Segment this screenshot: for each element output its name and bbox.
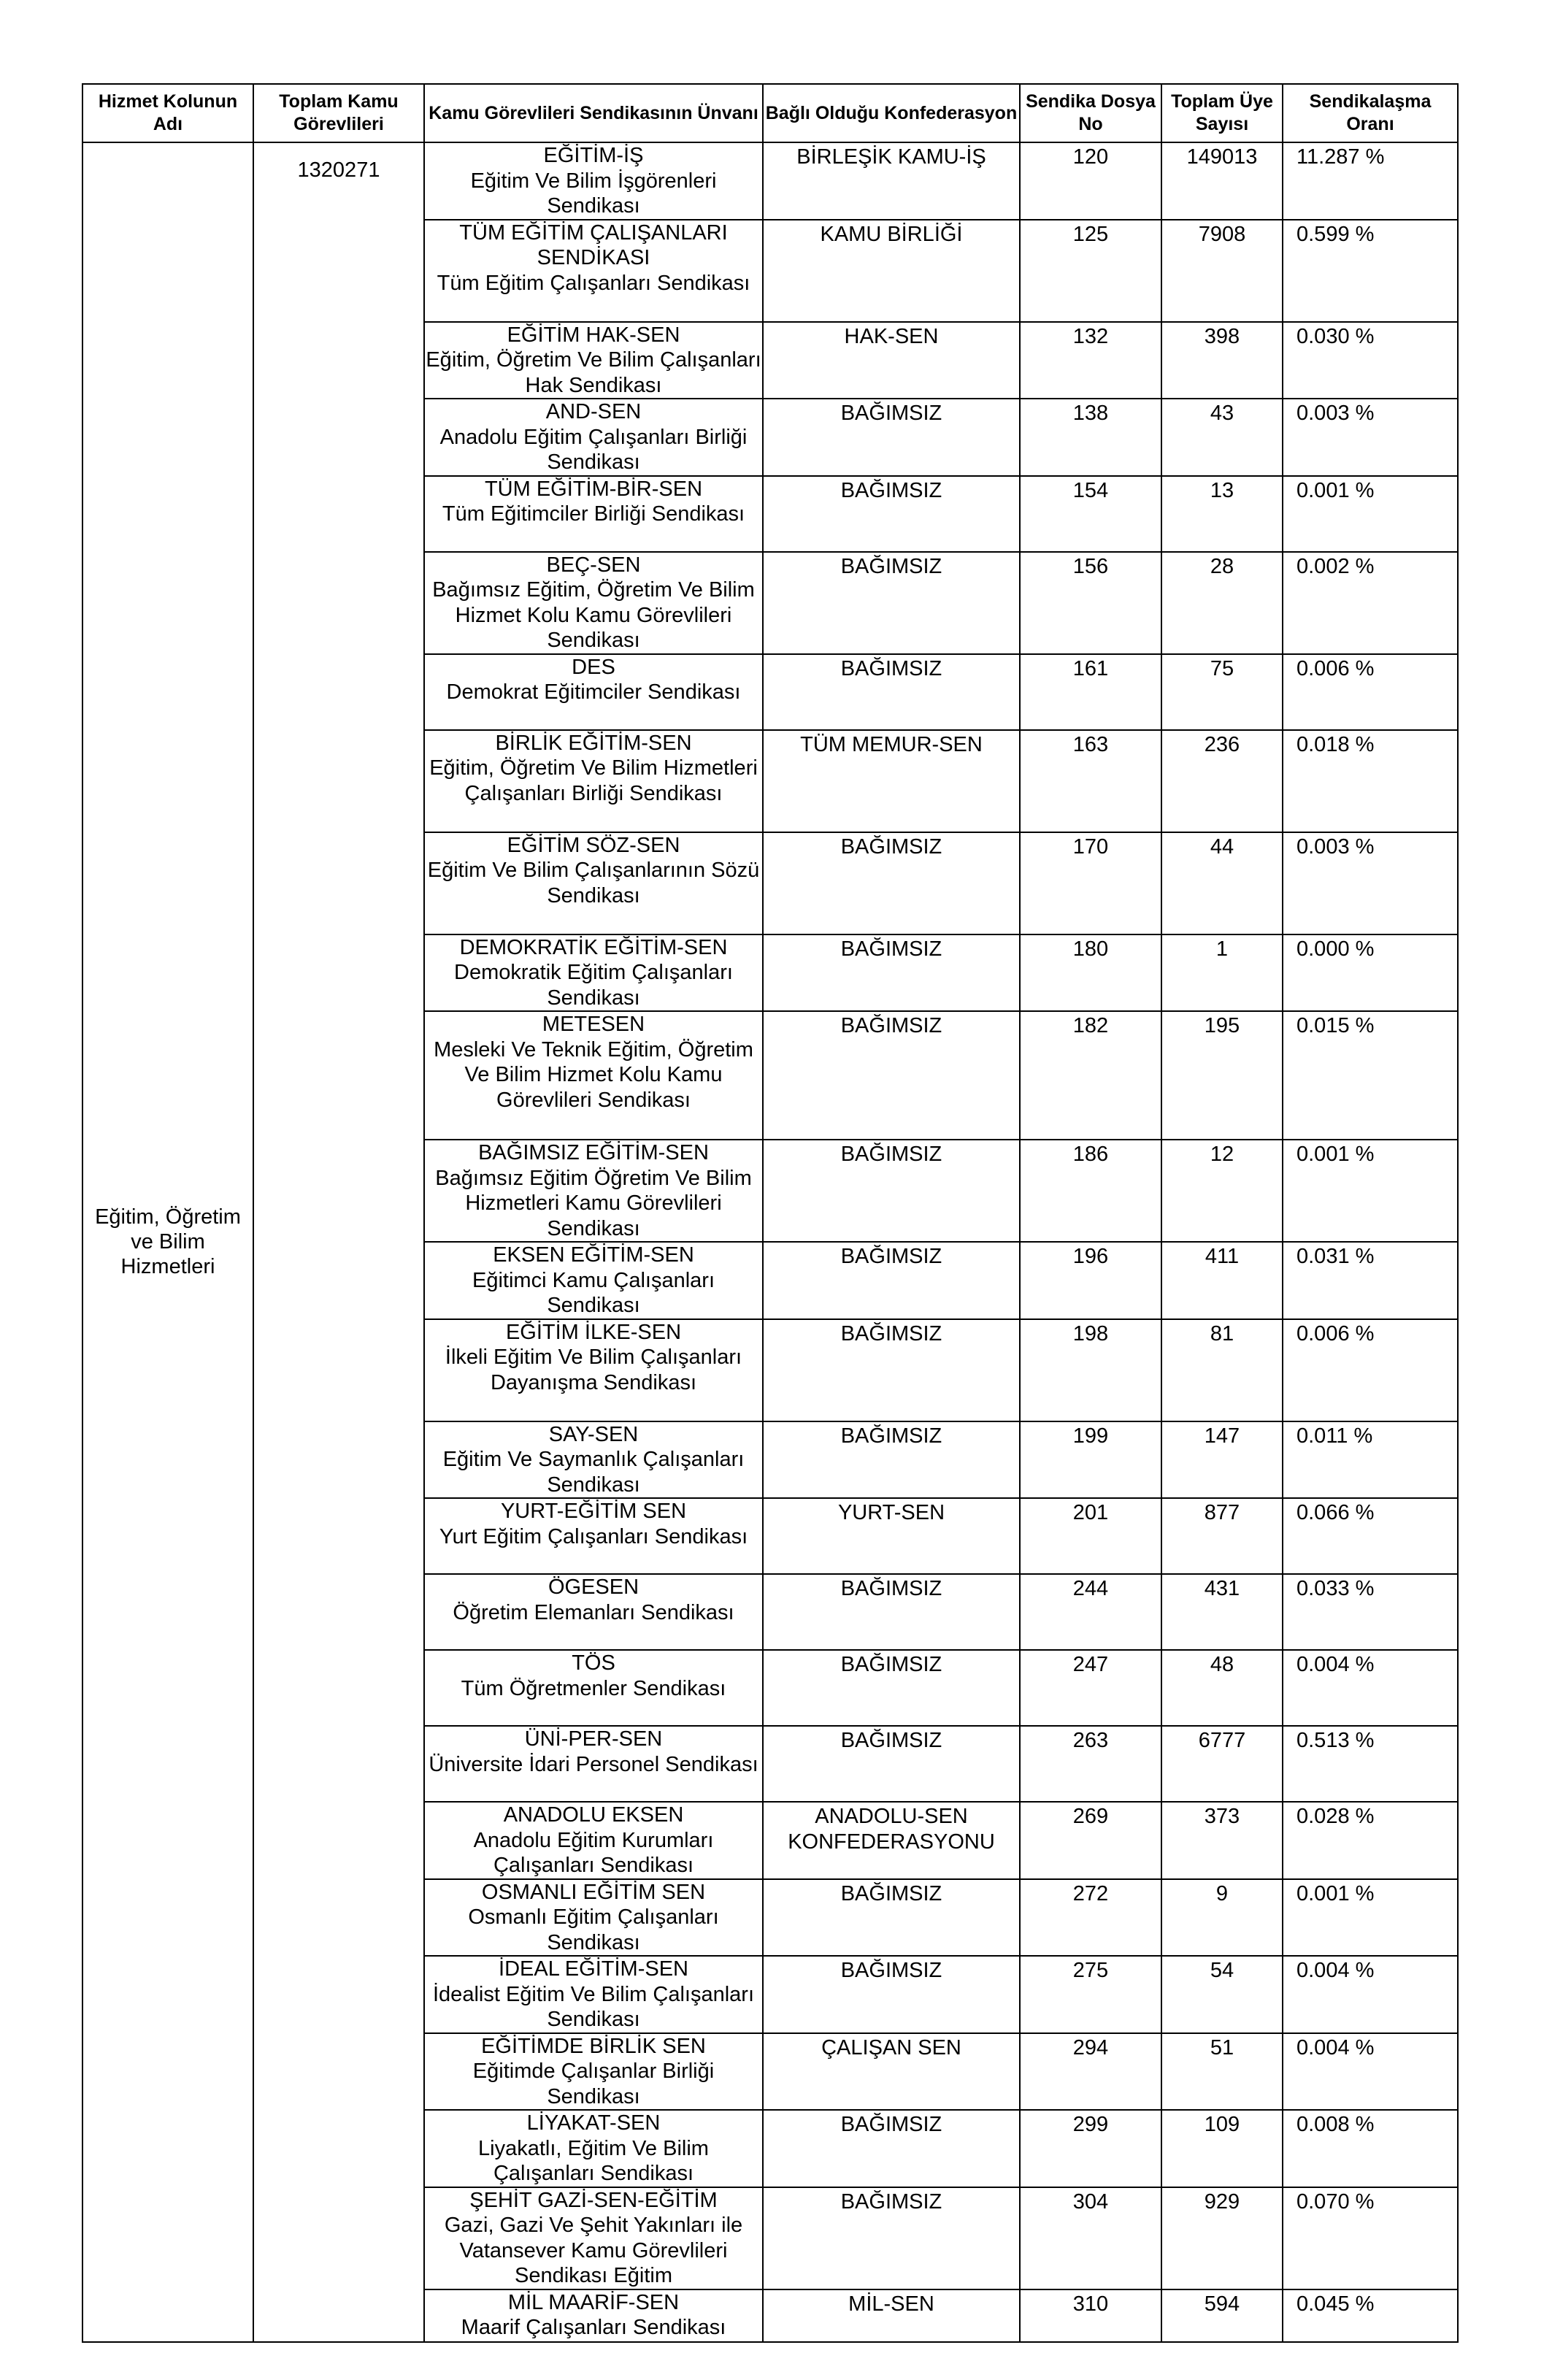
member-count-cell: 12: [1161, 1140, 1283, 1242]
file-no-cell: 170: [1020, 832, 1161, 934]
union-abbreviation: TÜM EĞİTİM ÇALIŞANLARI SENDİKASI: [459, 220, 728, 269]
unionization-rate-cell: 11.287 %: [1283, 142, 1458, 220]
union-full-name: Bağımsız Eğitim Öğretim Ve Bilim Hizmetleri Kamu Görevlileri Sendikası: [435, 1166, 752, 1240]
file-no-cell: 180: [1020, 934, 1161, 1012]
confederation-cell: ANADOLU-SEN KONFEDERASYONU: [763, 1802, 1020, 1879]
confederation-cell: KAMU BİRLİĞİ: [763, 220, 1020, 322]
union-abbreviation: MİL MAARİF-SEN: [507, 2290, 680, 2314]
member-count-cell: 236: [1161, 730, 1283, 832]
file-no-cell: 132: [1020, 322, 1161, 399]
total-servants-cell: 1320271: [253, 142, 424, 2342]
confederation-cell: BAĞIMSIZ: [763, 1319, 1020, 1421]
confederation-cell: BİRLEŞİK KAMU-İŞ: [763, 142, 1020, 220]
union-title-cell: [424, 1802, 763, 1879]
confederation-cell: BAĞIMSIZ: [763, 832, 1020, 934]
union-full-name: Mesleki Ve Teknik Eğitim, Öğretim Ve Bilim Hizmet Kolu Kamu Görevlileri Sendikası: [434, 1037, 753, 1112]
unionization-rate-cell: 0.004 %: [1283, 2033, 1458, 2111]
file-no-cell: 247: [1020, 1650, 1161, 1726]
union-title-cell: [424, 1140, 763, 1242]
member-count-cell: 7908: [1161, 220, 1283, 322]
union-full-name: Eğitim Ve Saymanlık Çalışanları Sendikası: [442, 1448, 745, 1497]
union-full-name: Maarif Çalışanları Sendikası: [461, 2316, 726, 2339]
union-abbreviation: İDEAL EĞİTİM-SEN: [499, 1957, 688, 1981]
confederation-cell: BAĞIMSIZ: [763, 654, 1020, 730]
file-no-cell: 163: [1020, 730, 1161, 832]
union-abbreviation: OSMANLI EĞİTİM SEN: [481, 1880, 706, 1904]
unionization-rate-cell: 0.070 %: [1283, 2187, 1458, 2289]
unionization-rate-cell: 0.033 %: [1283, 1574, 1458, 1650]
union-full-name: Bağımsız Eğitim, Öğretim Ve Bilim Hizmet Kolu Kamu Görevlileri Sendikası: [432, 578, 755, 652]
union-abbreviation: EĞİTİM İLKE-SEN: [505, 1320, 682, 1344]
file-no-cell: 310: [1020, 2289, 1161, 2342]
unionization-rate-cell: 0.001 %: [1283, 1140, 1458, 1242]
union-title-cell: [424, 1421, 763, 1499]
unionization-rate-cell: 0.031 %: [1283, 1242, 1458, 1319]
union-abbreviation: BAĞIMSIZ EĞİTİM-SEN: [478, 1141, 709, 1164]
file-no-cell: 244: [1020, 1574, 1161, 1650]
union-abbreviation: TÖS: [572, 1651, 615, 1675]
unionization-rate-cell: 0.045 %: [1283, 2289, 1458, 2342]
union-full-name: Anadolu Eğitim Çalışanları Birliği Sendikası: [439, 425, 748, 474]
union-full-name: Tüm Eğitimciler Birliği Sendikası: [442, 502, 745, 526]
union-full-name: Anadolu Eğitim Kurumları Çalışanları Sendikası: [473, 1828, 714, 1877]
header-member-count: Toplam Üye Sayısı: [1161, 84, 1283, 142]
union-abbreviation: EKSEN EĞİTİM-SEN: [493, 1243, 694, 1267]
unionization-rate-cell: 0.018 %: [1283, 730, 1458, 832]
file-no-cell: 196: [1020, 1242, 1161, 1319]
union-abbreviation: ÜNİ-PER-SEN: [524, 1727, 663, 1751]
union-title-cell: [424, 1574, 763, 1650]
confederation-cell: BAĞIMSIZ: [763, 1956, 1020, 2033]
union-title-cell: [424, 220, 763, 322]
union-title-cell: [424, 1726, 763, 1802]
union-full-name: Eğitim Ve Bilim Çalışanlarının Sözü Sendikası: [427, 859, 760, 907]
member-count-cell: 51: [1161, 2033, 1283, 2111]
confederation-cell: BAĞIMSIZ: [763, 2187, 1020, 2289]
unions-table: [82, 83, 1459, 2343]
unionization-rate-cell: 0.000 %: [1283, 934, 1458, 1012]
member-count-cell: 877: [1161, 1498, 1283, 1574]
union-abbreviation: EĞİTİM-İŞ: [543, 144, 644, 167]
confederation-cell: BAĞIMSIZ: [763, 1011, 1020, 1140]
header-total-servants: Toplam Kamu Görevlileri: [253, 84, 424, 142]
member-count-cell: 147: [1161, 1421, 1283, 1499]
union-title-cell: [424, 730, 763, 832]
file-no-cell: 138: [1020, 399, 1161, 476]
union-title-cell: [424, 2033, 763, 2111]
union-full-name: Eğitim, Öğretim Ve Bilim Hizmetleri Çalışanları Birliği Sendikası: [429, 756, 758, 805]
unionization-rate-cell: 0.001 %: [1283, 476, 1458, 552]
union-full-name: Eğitim Ve Bilim İşgörenleri Sendikası: [470, 169, 717, 218]
member-count-cell: 411: [1161, 1242, 1283, 1319]
union-title-cell: [424, 322, 763, 399]
header-file-no: Sendika Dosya No: [1020, 84, 1161, 142]
union-abbreviation: BEÇ-SEN: [546, 553, 641, 577]
union-abbreviation: SAY-SEN: [548, 1422, 639, 1446]
union-abbreviation: DEMOKRATİK EĞİTİM-SEN: [459, 935, 728, 959]
member-count-cell: 398: [1161, 322, 1283, 399]
file-no-cell: 120: [1020, 142, 1161, 220]
member-count-cell: 109: [1161, 2110, 1283, 2187]
union-abbreviation: LİYAKAT-SEN: [526, 2111, 661, 2135]
file-no-cell: 304: [1020, 2187, 1161, 2289]
union-title-cell: [424, 1498, 763, 1574]
union-abbreviation: ÖGESEN: [548, 1575, 639, 1599]
union-abbreviation: DES: [572, 655, 615, 679]
union-full-name: Eğitimci Kamu Çalışanları Sendikası: [472, 1268, 715, 1317]
member-count-cell: 81: [1161, 1319, 1283, 1421]
file-no-cell: 272: [1020, 1879, 1161, 1957]
confederation-cell: BAĞIMSIZ: [763, 399, 1020, 476]
union-full-name: Liyakatlı, Eğitim Ve Bilim Çalışanları Sendikası: [478, 2136, 709, 2185]
confederation-cell: BAĞIMSIZ: [763, 1574, 1020, 1650]
confederation-cell: BAĞIMSIZ: [763, 1879, 1020, 1957]
file-no-cell: 198: [1020, 1319, 1161, 1421]
file-no-cell: 125: [1020, 220, 1161, 322]
confederation-cell: TÜM MEMUR-SEN: [763, 730, 1020, 832]
union-full-name: Osmanlı Eğitim Çalışanları Sendikası: [468, 1905, 719, 1954]
member-count-cell: 149013: [1161, 142, 1283, 220]
union-full-name: Üniversite İdari Personel Sendikası: [429, 1752, 758, 1776]
file-no-cell: 275: [1020, 1956, 1161, 2033]
unionization-rate-cell: 0.011 %: [1283, 1421, 1458, 1499]
header-confederation: Bağlı Olduğu Konfederasyon: [763, 84, 1020, 142]
header-union-title: Kamu Görevlileri Sendikasının Ünvanı: [424, 84, 763, 142]
member-count-cell: 929: [1161, 2187, 1283, 2289]
unionization-rate-cell: 0.004 %: [1283, 1956, 1458, 2033]
service-name-cell: Eğitim, Öğretim ve Bilim Hizmetleri: [82, 142, 253, 2342]
union-title-cell: [424, 142, 763, 220]
unionization-rate-cell: 0.513 %: [1283, 1726, 1458, 1802]
union-full-name: Demokrat Eğitimciler Sendikası: [446, 680, 741, 704]
union-abbreviation: BİRLİK EĞİTİM-SEN: [495, 731, 692, 755]
union-full-name: İlkeli Eğitim Ve Bilim Çalışanları Dayanışma Sendikası: [445, 1346, 742, 1394]
unionization-rate-cell: 0.006 %: [1283, 1319, 1458, 1421]
union-title-cell: [424, 2187, 763, 2289]
member-count-cell: 9: [1161, 1879, 1283, 1957]
unionization-rate-cell: 0.030 %: [1283, 322, 1458, 399]
union-abbreviation: YURT-EĞİTİM SEN: [500, 1500, 687, 1523]
file-no-cell: 294: [1020, 2033, 1161, 2111]
confederation-cell: BAĞIMSIZ: [763, 1650, 1020, 1726]
unionization-rate-cell: 0.015 %: [1283, 1011, 1458, 1140]
member-count-cell: 43: [1161, 399, 1283, 476]
confederation-cell: ÇALIŞAN SEN: [763, 2033, 1020, 2111]
file-no-cell: 156: [1020, 552, 1161, 654]
union-title-cell: [424, 1956, 763, 2033]
confederation-cell: BAĞIMSIZ: [763, 1242, 1020, 1319]
union-abbreviation: EĞİTİM SÖZ-SEN: [507, 833, 680, 857]
confederation-cell: HAK-SEN: [763, 322, 1020, 399]
member-count-cell: 75: [1161, 654, 1283, 730]
member-count-cell: 1: [1161, 934, 1283, 1012]
union-title-cell: [424, 1242, 763, 1319]
union-full-name: Tüm Eğitim Çalışanları Sendikası: [437, 271, 750, 295]
file-no-cell: 199: [1020, 1421, 1161, 1499]
union-abbreviation: AND-SEN: [545, 400, 642, 423]
file-no-cell: 269: [1020, 1802, 1161, 1879]
union-abbreviation: EĞİTİMDE BİRLİK SEN: [481, 2034, 706, 2058]
unionization-rate-cell: 0.028 %: [1283, 1802, 1458, 1879]
header-row: [82, 84, 1458, 142]
confederation-cell: BAĞIMSIZ: [763, 934, 1020, 1012]
union-title-cell: [424, 476, 763, 552]
union-title-cell: [424, 1011, 763, 1140]
confederation-cell: BAĞIMSIZ: [763, 2110, 1020, 2187]
union-title-cell: [424, 2289, 763, 2342]
union-full-name: Eğitim, Öğretim Ve Bilim Çalışanları Hak Sendikası: [426, 348, 761, 397]
member-count-cell: 13: [1161, 476, 1283, 552]
member-count-cell: 195: [1161, 1011, 1283, 1140]
member-count-cell: 6777: [1161, 1726, 1283, 1802]
union-title-cell: [424, 399, 763, 476]
unionization-rate-cell: 0.008 %: [1283, 2110, 1458, 2187]
confederation-cell: BAĞIMSIZ: [763, 1140, 1020, 1242]
unionization-rate-cell: 0.003 %: [1283, 399, 1458, 476]
file-no-cell: 201: [1020, 1498, 1161, 1574]
union-abbreviation: ANADOLU EKSEN: [503, 1803, 684, 1827]
union-full-name: Eğitimde Çalışanlar Birliği Sendikası: [472, 2060, 715, 2108]
union-full-name: Yurt Eğitim Çalışanları Sendikası: [439, 1524, 748, 1548]
union-full-name: Öğretim Elemanları Sendikası: [453, 1600, 734, 1624]
confederation-cell: YURT-SEN: [763, 1498, 1020, 1574]
header-service-name: Hizmet Kolunun Adı: [82, 84, 253, 142]
unionization-rate-cell: 0.001 %: [1283, 1879, 1458, 1957]
confederation-cell: BAĞIMSIZ: [763, 1726, 1020, 1802]
member-count-cell: 44: [1161, 832, 1283, 934]
union-title-cell: [424, 2110, 763, 2187]
member-count-cell: 54: [1161, 1956, 1283, 2033]
union-full-name: İdealist Eğitim Ve Bilim Çalışanları Sendikası: [433, 1982, 754, 2031]
union-title-cell: [424, 832, 763, 934]
unionization-rate-cell: 0.006 %: [1283, 654, 1458, 730]
union-abbreviation: ŞEHİT GAZİ-SEN-EĞİTİM: [469, 2188, 718, 2212]
union-title-cell: [424, 1879, 763, 1957]
file-no-cell: 161: [1020, 654, 1161, 730]
file-no-cell: 299: [1020, 2110, 1161, 2187]
unionization-rate-cell: 0.066 %: [1283, 1498, 1458, 1574]
member-count-cell: 594: [1161, 2289, 1283, 2342]
union-title-cell: [424, 1319, 763, 1421]
union-abbreviation: EĞİTİM HAK-SEN: [507, 323, 680, 347]
member-count-cell: 48: [1161, 1650, 1283, 1726]
file-no-cell: 263: [1020, 1726, 1161, 1802]
member-count-cell: 373: [1161, 1802, 1283, 1879]
union-full-name: Tüm Öğretmenler Sendikası: [461, 1676, 726, 1700]
union-title-cell: [424, 1650, 763, 1726]
confederation-cell: MİL-SEN: [763, 2289, 1020, 2342]
union-abbreviation: METESEN: [542, 1013, 645, 1036]
confederation-cell: BAĞIMSIZ: [763, 552, 1020, 654]
confederation-cell: BAĞIMSIZ: [763, 1421, 1020, 1499]
union-title-cell: [424, 552, 763, 654]
union-full-name: Gazi, Gazi Ve Şehit Yakınları ile Vatansever Kamu Görevlileri Sendikası Eğitim: [444, 2214, 743, 2287]
union-abbreviation: TÜM EĞİTİM-BİR-SEN: [484, 477, 703, 501]
member-count-cell: 431: [1161, 1574, 1283, 1650]
file-no-cell: 154: [1020, 476, 1161, 552]
member-count-cell: 28: [1161, 552, 1283, 654]
table-row: [82, 142, 1458, 220]
header-unionization-rate: Sendikalaşma Oranı: [1283, 84, 1458, 142]
union-title-cell: [424, 934, 763, 1012]
unionization-rate-cell: 0.003 %: [1283, 832, 1458, 934]
union-title-cell: [424, 654, 763, 730]
union-full-name: Demokratik Eğitim Çalışanları Sendikası: [454, 961, 733, 1010]
file-no-cell: 186: [1020, 1140, 1161, 1242]
file-no-cell: 182: [1020, 1011, 1161, 1140]
unionization-rate-cell: 0.004 %: [1283, 1650, 1458, 1726]
confederation-cell: BAĞIMSIZ: [763, 476, 1020, 552]
unionization-rate-cell: 0.002 %: [1283, 552, 1458, 654]
unionization-rate-cell: 0.599 %: [1283, 220, 1458, 322]
